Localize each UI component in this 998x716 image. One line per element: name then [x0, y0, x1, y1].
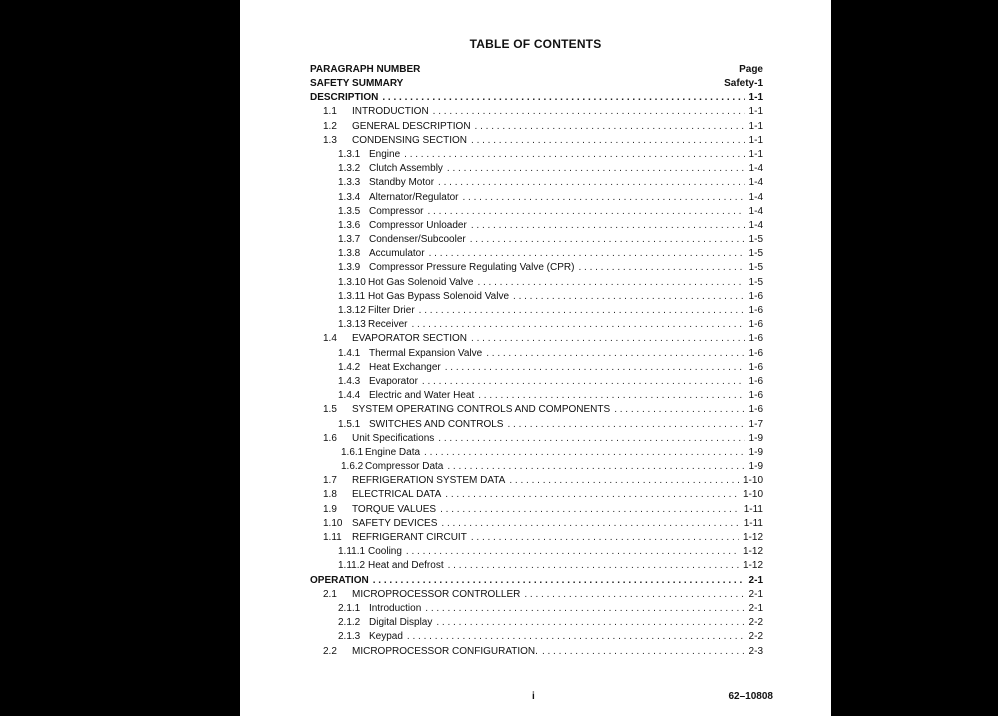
- toc-entry: [310, 389, 763, 403]
- toc-entry-label: INTRODUCTION: [352, 106, 429, 118]
- dot-leader: [471, 332, 745, 346]
- dot-leader: [463, 191, 745, 205]
- toc-entry-page: 1-4: [748, 191, 763, 203]
- dot-leader: [542, 645, 745, 659]
- toc-entry-page: 1-6: [748, 319, 763, 331]
- toc-entry-page: 1-9: [748, 461, 763, 473]
- toc-entry-number: 1.6.2: [341, 461, 364, 473]
- toc-entry-label: Digital Display: [369, 617, 433, 629]
- toc-entry-number: 1.3.2: [338, 163, 361, 175]
- dot-leader: [445, 361, 745, 375]
- toc-entry: [310, 318, 763, 332]
- toc-header: [310, 62, 763, 77]
- toc-entry-label: SAFETY DEVICES: [352, 517, 438, 529]
- toc-entry-number: 1.3.5: [338, 205, 361, 217]
- toc-entry-page: 1-6: [748, 347, 763, 359]
- toc-entry-number: 1.3.7: [338, 234, 361, 246]
- toc-entry-number: 1.3.4: [338, 191, 361, 203]
- toc-entry-label: SAFETY SUMMARY: [310, 78, 404, 89]
- toc-entry: [310, 559, 763, 573]
- toc-entry-number: 1.3.10: [338, 276, 366, 288]
- toc-entry-label: Compressor Pressure Regulating Valve (CPR): [369, 262, 575, 274]
- toc-entry-number: 1.3: [323, 134, 337, 146]
- toc-entry-label: Thermal Expansion Valve: [369, 347, 483, 359]
- toc-entry: [310, 219, 763, 233]
- dot-leader: [513, 290, 745, 304]
- dot-leader: [478, 389, 744, 403]
- toc-entry: [310, 205, 763, 219]
- toc-entry: [310, 347, 763, 361]
- toc-entry: [310, 162, 763, 176]
- dot-leader: [440, 503, 740, 517]
- toc-entry-label: Hot Gas Solenoid Valve: [368, 276, 474, 288]
- toc-entry-label: Compressor Data: [365, 461, 444, 473]
- toc-entry-number: 1.3.12: [338, 305, 366, 316]
- toc-entry-page: 1-4: [748, 163, 763, 175]
- toc-entry-number: 1.10: [323, 517, 343, 529]
- dot-leader: [509, 474, 739, 488]
- toc-entry-page: 1-6: [748, 390, 763, 402]
- dot-leader: [427, 205, 744, 219]
- toc-entry-number: 1.4.1: [338, 347, 361, 359]
- toc-entry-number: 1.11: [323, 532, 342, 543]
- toc-entry-label: SYSTEM OPERATING CONTROLS AND COMPONENTS: [352, 404, 611, 416]
- dot-leader: [445, 488, 739, 502]
- toc-entry-page: 1-1: [748, 92, 763, 104]
- toc-entry-number: 1.3.3: [338, 177, 361, 189]
- toc-entry-number: 1.4: [323, 333, 337, 345]
- toc-entry-label: MICROPROCESSOR CONTROLLER: [352, 588, 521, 600]
- dot-leader: [419, 304, 745, 318]
- dot-leader: [447, 162, 745, 176]
- toc-entry: [310, 588, 763, 602]
- dot-leader: [422, 375, 745, 389]
- dot-leader: [407, 630, 745, 644]
- toc-entry-page: 1-12: [742, 532, 763, 543]
- toc-entry-page: 1-11: [743, 517, 763, 529]
- toc-entry: [310, 531, 763, 545]
- toc-entry-page: 1-4: [748, 205, 763, 217]
- toc-entry: [310, 602, 763, 616]
- toc-entry: [310, 105, 763, 119]
- toc-entry-page: 1-9: [748, 432, 763, 444]
- toc-entry-number: 1.3.6: [338, 219, 361, 231]
- toc-entry: [310, 261, 763, 275]
- toc-entry-label: Receiver: [368, 319, 408, 331]
- dot-leader: [471, 134, 745, 148]
- toc-entry-number: 1.4.4: [338, 390, 361, 402]
- toc-entry: [310, 616, 763, 630]
- toc-entry-page: Safety-1: [724, 78, 763, 89]
- toc-entry-label: CONDENSING SECTION: [352, 134, 468, 146]
- toc-entry-number: 1.11.2: [338, 560, 366, 572]
- toc-entry-label: GENERAL DESCRIPTION: [352, 120, 471, 132]
- toc-entry-page: 1-6: [748, 333, 763, 345]
- toc-entry: [310, 503, 763, 517]
- toc-entry-page: 1-5: [748, 248, 763, 260]
- toc-entry-label: EVAPORATOR SECTION: [352, 333, 468, 345]
- toc-entry: [310, 304, 763, 318]
- toc-entry-page: 1-5: [748, 262, 763, 274]
- toc-entry-page: 1-6: [748, 375, 763, 387]
- toc-entry-number: 1.6: [323, 432, 337, 444]
- footer-page-number: i: [532, 691, 535, 702]
- dot-leader: [404, 148, 744, 162]
- toc-entry-page: 1-11: [743, 503, 763, 515]
- toc-entry-label: Standby Motor: [369, 177, 435, 189]
- dot-leader: [614, 403, 744, 417]
- toc-entry: [310, 517, 763, 531]
- dot-leader: [438, 176, 745, 190]
- toc-entry-number: 1.5.1: [338, 418, 361, 430]
- toc-entry: [310, 488, 763, 502]
- toc-entry-label: DESCRIPTION: [310, 92, 379, 104]
- dot-leader: [486, 347, 744, 361]
- toc-entry-label: SWITCHES AND CONTROLS: [369, 418, 504, 430]
- toc-entry-page: 1-9: [748, 446, 763, 458]
- toc-entry-number: 1.3.9: [338, 262, 361, 274]
- toc-entry-page: 2-1: [748, 602, 763, 614]
- toc-entry-label: Keypad: [369, 631, 403, 643]
- toc-entry: [310, 176, 763, 190]
- toc-header-left: PARAGRAPH NUMBER: [310, 64, 421, 75]
- toc-entry-label: Compressor: [369, 205, 424, 217]
- toc-entry-label: Unit Specifications: [352, 432, 435, 444]
- toc-entry-page: 1-10: [742, 475, 763, 487]
- dot-leader: [382, 91, 744, 105]
- toc-entry-page: 1-6: [748, 290, 763, 302]
- toc-entry-page: 1-1: [748, 134, 763, 146]
- toc-entry-number: 1.1: [323, 106, 337, 118]
- toc-entry-page: 1-5: [748, 276, 763, 288]
- dot-leader: [436, 616, 744, 630]
- dot-leader: [429, 247, 745, 261]
- toc-entry-number: 1.9: [323, 503, 337, 515]
- toc-entry-label: Accumulator: [369, 248, 425, 260]
- dot-leader: [477, 276, 744, 290]
- toc-entry-label: OPERATION: [310, 574, 369, 586]
- toc-entry-label: REFRIGERANT CIRCUIT: [352, 532, 467, 543]
- dot-leader: [475, 120, 745, 134]
- toc-entry-label: REFRIGERATION SYSTEM DATA: [352, 475, 506, 487]
- dot-leader: [411, 318, 744, 332]
- toc-entry: [310, 120, 763, 134]
- dot-leader: [524, 588, 744, 602]
- toc-entry-label: Cooling: [368, 546, 402, 558]
- toc-entry-label: Alternator/Regulator: [369, 191, 459, 203]
- toc-entry-page: 1-12: [742, 546, 763, 558]
- toc-entry-page: 1-4: [748, 177, 763, 189]
- table-of-contents: [310, 62, 763, 659]
- toc-entry: [310, 403, 763, 417]
- toc-entry: [310, 545, 763, 559]
- dot-leader: [448, 559, 739, 573]
- toc-entry-label: ELECTRICAL DATA: [352, 489, 442, 501]
- toc-entry: [310, 418, 763, 432]
- toc-entry-label: TORQUE VALUES: [352, 503, 437, 515]
- dot-leader: [433, 105, 745, 119]
- dot-leader: [425, 602, 744, 616]
- toc-entry: [310, 77, 763, 91]
- toc-header-right: Page: [739, 64, 763, 75]
- toc-entry-page: 1-4: [748, 219, 763, 231]
- toc-entry-number: 1.4.2: [338, 361, 361, 373]
- toc-entry-page: 1-6: [748, 404, 763, 416]
- footer-document-number: 62–10808: [728, 691, 773, 702]
- dot-leader: [438, 432, 744, 446]
- dot-leader: [424, 446, 745, 460]
- toc-entry-label: Electric and Water Heat: [369, 390, 475, 402]
- dot-leader: [373, 574, 745, 588]
- toc-entry-number: 2.1.1: [338, 602, 361, 614]
- toc-entry-number: 1.3.13: [338, 319, 366, 331]
- toc-entries: [310, 77, 763, 659]
- toc-entry: [310, 247, 763, 261]
- toc-entry-number: 1.3.1: [338, 148, 361, 160]
- toc-entry: [310, 276, 763, 290]
- toc-entry: [310, 574, 763, 588]
- toc-entry: [310, 332, 763, 346]
- dot-leader: [406, 545, 739, 559]
- page-title: TABLE OF CONTENTS: [469, 37, 602, 51]
- toc-entry-page: 2-3: [748, 645, 763, 657]
- toc-entry-label: Hot Gas Bypass Solenoid Valve: [368, 290, 510, 302]
- toc-entry-number: 1.3.11: [338, 290, 366, 302]
- toc-entry-number: 1.8: [323, 489, 337, 501]
- dot-leader: [471, 531, 739, 545]
- toc-entry: [310, 233, 763, 247]
- toc-entry-page: 1-6: [748, 361, 763, 373]
- toc-entry: [310, 91, 763, 105]
- toc-entry-number: 2.2: [323, 645, 337, 657]
- toc-entry-number: 1.2: [323, 120, 337, 132]
- toc-entry-page: 1-6: [748, 305, 763, 316]
- toc-entry-number: 1.3.8: [338, 248, 361, 260]
- toc-entry-number: 1.4.3: [338, 375, 361, 387]
- dot-leader: [447, 460, 744, 474]
- toc-entry: [310, 375, 763, 389]
- toc-entry-number: 1.6.1: [341, 446, 364, 458]
- toc-entry-page: 2-2: [748, 631, 763, 643]
- dot-leader: [441, 517, 739, 531]
- toc-entry-number: 1.7: [323, 475, 337, 487]
- toc-entry-number: 1.5: [323, 404, 337, 416]
- document-page: [240, 0, 831, 716]
- toc-entry-number: 2.1.3: [338, 631, 361, 643]
- toc-entry-number: 1.11.1: [338, 546, 366, 558]
- toc-entry: [310, 148, 763, 162]
- toc-entry-label: Filter Drier: [368, 305, 415, 316]
- toc-entry-page: 1-1: [748, 120, 763, 132]
- dot-leader: [507, 418, 744, 432]
- toc-entry: [310, 460, 763, 474]
- toc-entry-page: 2-1: [748, 588, 763, 600]
- toc-entry: [310, 361, 763, 375]
- toc-entry: [310, 446, 763, 460]
- toc-entry-label: Heat and Defrost: [368, 560, 444, 572]
- toc-entry-label: Clutch Assembly: [369, 163, 443, 175]
- toc-entry: [310, 474, 763, 488]
- toc-entry: [310, 290, 763, 304]
- dot-leader: [470, 233, 745, 247]
- toc-entry: [310, 134, 763, 148]
- toc-entry-label: Evaporator: [369, 375, 418, 387]
- toc-entry-label: Condenser/Subcooler: [369, 234, 466, 246]
- toc-entry: [310, 645, 763, 659]
- toc-entry-page: 2-2: [748, 617, 763, 629]
- toc-entry-number: 2.1: [323, 588, 337, 600]
- toc-entry-number: 2.1.2: [338, 617, 361, 629]
- toc-entry-label: Engine Data: [365, 446, 421, 458]
- toc-entry-label: Heat Exchanger: [369, 361, 441, 373]
- toc-entry-page: 1-10: [742, 489, 763, 501]
- toc-entry-page: 1-12: [742, 560, 763, 572]
- toc-entry-page: 1-1: [748, 148, 763, 160]
- toc-entry-label: Introduction: [369, 602, 422, 614]
- toc-entry: [310, 432, 763, 446]
- toc-entry-label: Compressor Unloader: [369, 219, 467, 231]
- toc-entry-page: 1-5: [748, 234, 763, 246]
- toc-entry-page: 1-7: [748, 418, 763, 430]
- toc-entry: [310, 630, 763, 644]
- dot-leader: [578, 261, 744, 275]
- toc-entry: [310, 191, 763, 205]
- toc-entry-label: MICROPROCESSOR CONFIGURATION.: [352, 645, 538, 657]
- dot-leader: [471, 219, 745, 233]
- toc-entry-page: 2-1: [748, 574, 763, 586]
- toc-entry-label: Engine: [369, 148, 401, 160]
- toc-entry-page: 1-1: [748, 106, 763, 118]
